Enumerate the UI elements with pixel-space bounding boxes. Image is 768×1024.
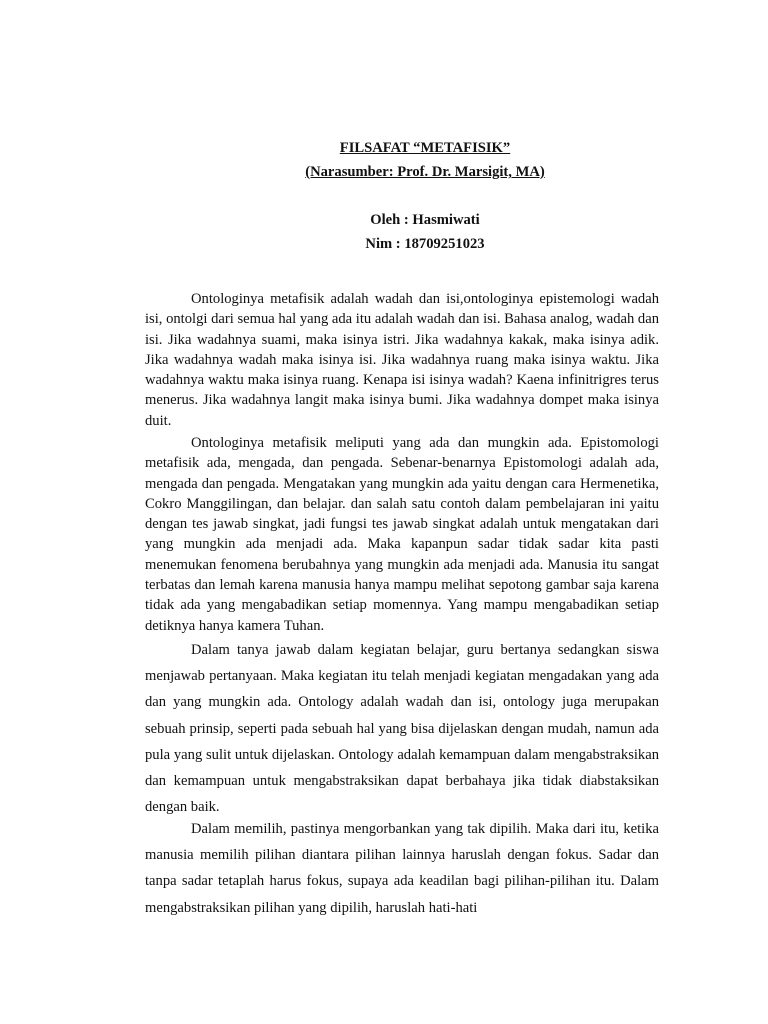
paragraph-2: Ontologinya metafisik meliputi yang ada dan mungkin ada. Epistomologi metafisik ada, mengada, dan pengada. Sebenar-benarnya Epistomologi adalah ada, mengada dan pengada. Mengatakan yang mungkin ada yaitu dengan cara Hermenetika, Cokro Manggilingan, dan belajar. dan salah satu contoh dalam pembelajaran ini yaitu dengan tes jawab singkat, jadi fungsi tes jawab singkat adalah untuk mengatakan dari yang mungkin ada menjadi ada. Maka kapanpun sadar tidak sadar kita pasti menemukan fenomena berubahnya yang mungkin ada menjadi ada. Manusia itu sangat terbatas dan lemah karena manusia hanya mampu melihat sepotong gambar saja karena tidak ada yang mengabadikan setiap momennya. Yang mampu mengabadikan setiap detiknya hanya kamera Tuhan. xyxy=(145,435,659,634)
student-id: Nim : 18709251023 xyxy=(365,236,485,252)
paragraph-1: Ontologinya metafisik adalah wadah dan isi,ontologinya epistemologi wadah isi, ontolgi dari semua hal yang ada itu adalah wadah dan isi. Bahasa analog, wadah dan isi. Jika wadahnya suami, maka isinya istri. Jika wadahnya kakak, maka isinya adik. Jika wadahnya wadah maka isinya isi. Jika wadahnya ruang maka isinya waktu. Jika wadahnya waktu maka isinya ruang. Kenapa isi isinya wadah? Kaena infinitrigres terus menerus. Jika wadahnya langit maka isinya bumi. Jika wadahnya dompet maka isinya duit. xyxy=(145,291,659,429)
document-title: FILSAFAT “METAFISIK” xyxy=(339,140,511,156)
author-name: Oleh : Hasmiwati xyxy=(370,212,480,228)
paragraph-3: Dalam tanya jawab dalam kegiatan belajar, guru bertanya sedangkan siswa menjawab pertanyaan. Maka kegiatan itu telah menjadi kegiatan mengadakan yang ada dan yang mungkin ada. Ontology adalah wadah dan isi, ontology juga merupakan sebuah prinsip, seperti pada sebuah hal yang bisa dijelaskan dengan mudah, namun ada pula yang sulit untuk dijelaskan. Ontology adalah kemampuan dalam mengabstraksikan dan kemampuan untuk mengabstraksikan dapat berbahaya jika tidak diabstaksikan dengan baik. xyxy=(145,642,659,816)
document-subtitle: (Narasumber: Prof. Dr. Marsigit, MA) xyxy=(305,164,545,180)
author-block xyxy=(0,208,768,256)
title-block xyxy=(0,136,768,184)
paragraph-4: Dalam memilih, pastinya mengorbankan yang tak dipilih. Maka dari itu, ketika manusia memilih pilihan diantara pilihan lainnya haruslah dengan fokus. Sadar dan tanpa sadar tetaplah harus fokus, supaya ada keadilan bagi pilihan-pilihan itu. Dalam mengabstraksikan pilihan yang dipilih, haruslah hati-hati xyxy=(145,821,659,916)
